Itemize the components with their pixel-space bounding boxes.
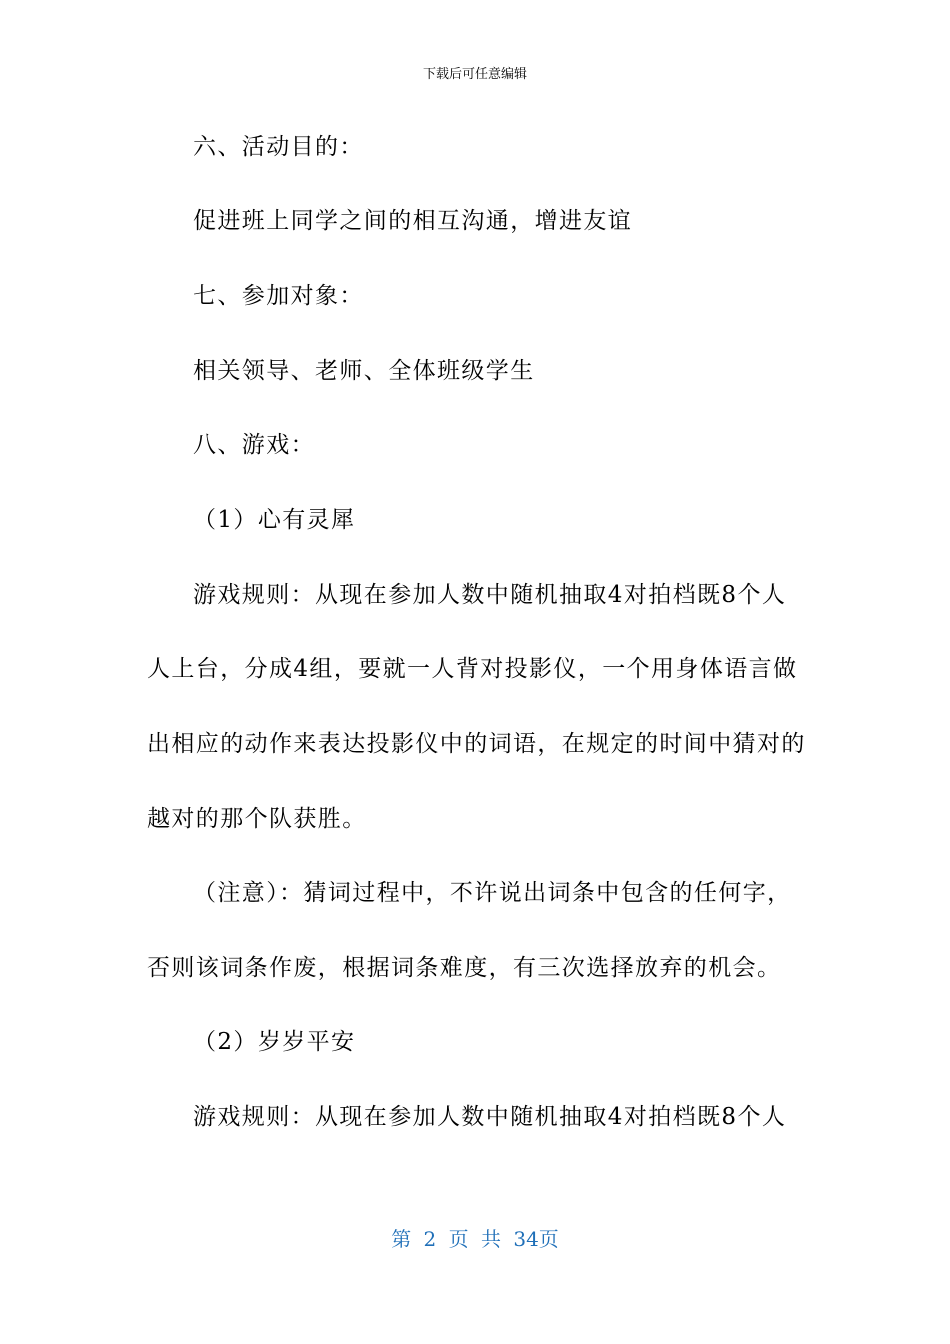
game-title-2: （2）岁岁平安 <box>193 1029 356 1055</box>
page-number: 第 2 页 共 34页 <box>391 1227 559 1251</box>
game-1-rules-line-1: 游戏规则：从现在参加人数中随机抽取4对拍档既8个人 <box>193 582 787 608</box>
game-1-rules-line-2: 人上台，分成4组，要就一人背对投影仪，一个用身体语言做 <box>147 656 798 682</box>
game-title-1: （1）心有灵犀 <box>193 507 356 533</box>
game-1-note-line-2: 否则该词条作废，根据词条难度，有三次选择放弃的机会。 <box>147 955 782 981</box>
game-1-rules-line-3: 出相应的动作来表达投影仪中的词语，在规定的时间中猜对的 <box>147 731 806 757</box>
game-2-rules-line-1: 游戏规则：从现在参加人数中随机抽取4对拍档既8个人 <box>193 1104 787 1130</box>
paragraph-participants: 相关领导、老师、全体班级学生 <box>193 358 535 384</box>
game-1-note-line-1: （注意）：猜词过程中，不许说出词条中包含的任何字， <box>193 880 792 906</box>
section-heading-games: 八、游戏： <box>193 432 315 458</box>
section-heading-participants: 七、参加对象： <box>193 283 364 309</box>
game-1-rules-line-4: 越对的那个队获胜。 <box>147 806 367 832</box>
section-heading-purpose: 六、活动目的： <box>193 134 364 160</box>
header-note: 下载后可任意编辑 <box>422 67 527 82</box>
paragraph-purpose: 促进班上同学之间的相互沟通，增进友谊 <box>193 208 633 234</box>
